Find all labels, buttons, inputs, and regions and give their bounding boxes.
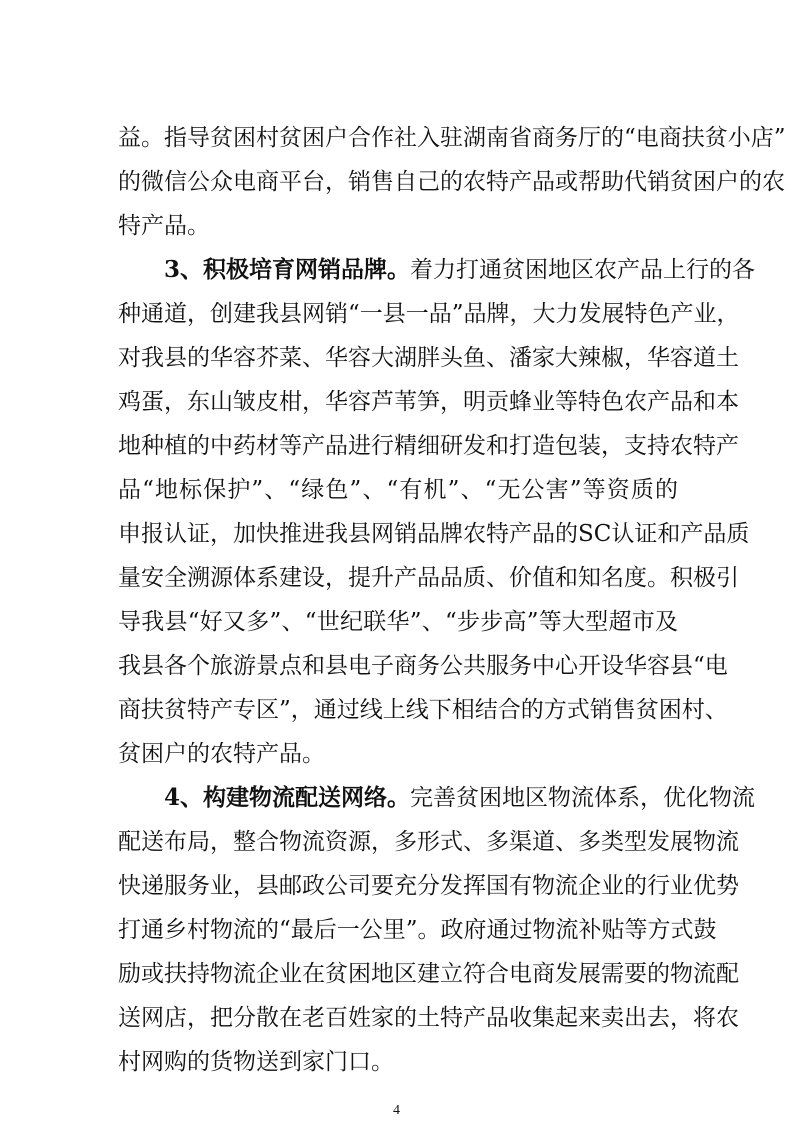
section-3-line: 导我县“好又多”、“世纪联华”、“步步高”等大型超市及 [118,609,678,635]
intro-line-3: 特产品。 [118,213,210,239]
section-3-line: 对我县的华容芥菜、华容大湖胖头鱼、潘家大辣椒，华容道土 [118,345,739,371]
page-number: 4 [393,1103,400,1118]
section-3-line: 种通道，创建我县网销“一县一品”品牌，大力发展特色产业， [118,301,740,327]
intro-line-2: 的微信公众电商平台，销售自己的农特产品或帮助代销贫困户的农 [118,169,785,195]
section-3-line: 申报认证，加快推进我县网销品牌农特产品的SC认证和产品质 [118,521,750,547]
section-4-line: 励或扶持物流企业在贫困地区建立符合电商发展需要的物流配 [118,961,739,987]
section-3-heading: 3、积极培育网销品牌。 [164,256,411,283]
section-4-line: 快递服务业，县邮政公司要充分发挥国有物流企业的行业优势 [118,873,739,899]
intro-line-1: 益。指导贫困村贫困户合作社入驻湖南省商务厅的“电商扶贫小店” [118,125,786,151]
section-3-first-text: 着力打通贫困地区农产品上行的各 [410,257,756,283]
section-4-line: 配送布局，整合物流资源，多形式、多渠道、多类型发展物流 [118,829,739,855]
section-3-line: 品“地标保护”、“绿色”、“有机”、“无公害”等资质的 [118,477,678,503]
section-4-first-line [164,783,756,813]
section-3-line: 贫困户的农特产品。 [118,741,325,767]
section-3-line: 地种植的中药材等产品进行精细研发和打造包装，支持农特产 [118,433,739,459]
section-3-line: 鸡蛋，东山皱皮柑，华容芦苇笋，明贡蜂业等特色农产品和本 [118,389,739,415]
section-3-line: 商扶贫特产专区”，通过线上线下相结合的方式销售贫困村、 [118,697,728,723]
section-3-line: 量安全溯源体系建设，提升产品品质、价值和知名度。积极引 [118,565,739,591]
section-4-line: 村网购的货物送到家门口。 [118,1049,394,1075]
section-4-line: 送网店，把分散在老百姓家的土特产品收集起来卖出去，将农 [118,1005,739,1031]
section-3-first-line [164,255,756,285]
section-4-line: 打通乡村物流的“最后一公里”。政府通过物流补贴等方式鼓 [118,917,717,943]
section-4-first-text: 完善贫困地区物流体系，优化物流 [410,785,756,811]
section-3-line: 我县各个旅游景点和县电子商务公共服务中心开设华容县“电 [118,653,728,679]
section-4-heading: 4、构建物流配送网络。 [164,784,411,811]
